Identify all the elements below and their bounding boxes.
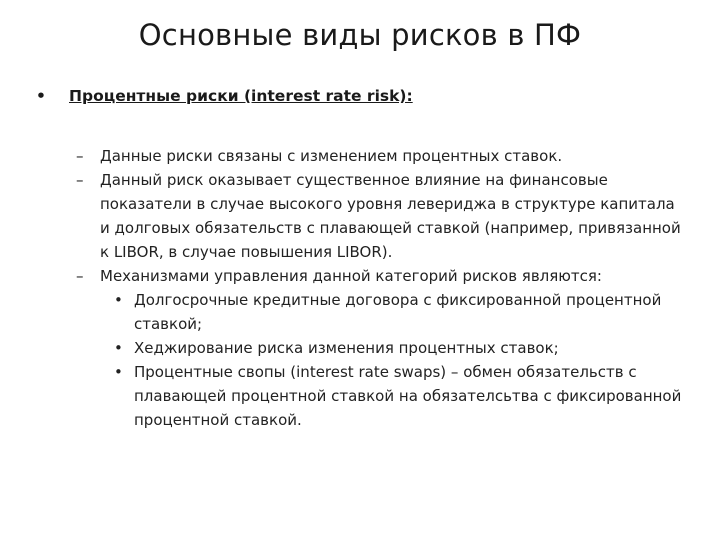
sub-bullet-marker: • bbox=[114, 363, 123, 381]
sub-item-text: Процентные свопы (interest rate swaps) – обмен обязательств с плавающей процентной ставкой на обязателсьтва с фиксированной процентной ставкой. bbox=[134, 363, 682, 429]
sub-item bbox=[76, 336, 686, 360]
sub-bullet-marker: • bbox=[114, 339, 123, 357]
dash-item-text: Механизмами управления данной категорий рисков являются: bbox=[100, 267, 602, 285]
dash-item bbox=[76, 144, 686, 168]
sub-bullet-marker: • bbox=[114, 291, 123, 309]
bullet-marker: • bbox=[36, 87, 46, 105]
dash-marker: – bbox=[76, 147, 84, 165]
sub-item-text: Хеджирование риска изменения процентных ставок; bbox=[134, 339, 559, 357]
sub-item bbox=[76, 360, 686, 432]
sub-item bbox=[76, 288, 686, 336]
dash-item bbox=[76, 264, 686, 288]
slide-title: Основные виды рисков в ПФ bbox=[138, 18, 582, 52]
dash-item-text: Данный риск оказывает существенное влияние на финансовые показатели в случае высокого уровня левериджа в структуре капитала и долговых обязательств с плавающей ставкой (например, привязанной к LIBOR, в случае повышения LIBOR). bbox=[100, 171, 681, 261]
dash-item bbox=[76, 168, 686, 264]
dash-item-text: Данные риски связаны с изменением процентных ставок. bbox=[100, 147, 563, 165]
main-bullet-text: Процентные риски (interest rate risk): bbox=[69, 87, 413, 105]
sub-list bbox=[76, 288, 686, 432]
dash-marker: – bbox=[76, 267, 84, 285]
sub-item-text: Долгосрочные кредитные договора с фиксированной процентной ставкой; bbox=[134, 291, 662, 333]
dash-list bbox=[76, 144, 686, 432]
dash-marker: – bbox=[76, 171, 84, 189]
